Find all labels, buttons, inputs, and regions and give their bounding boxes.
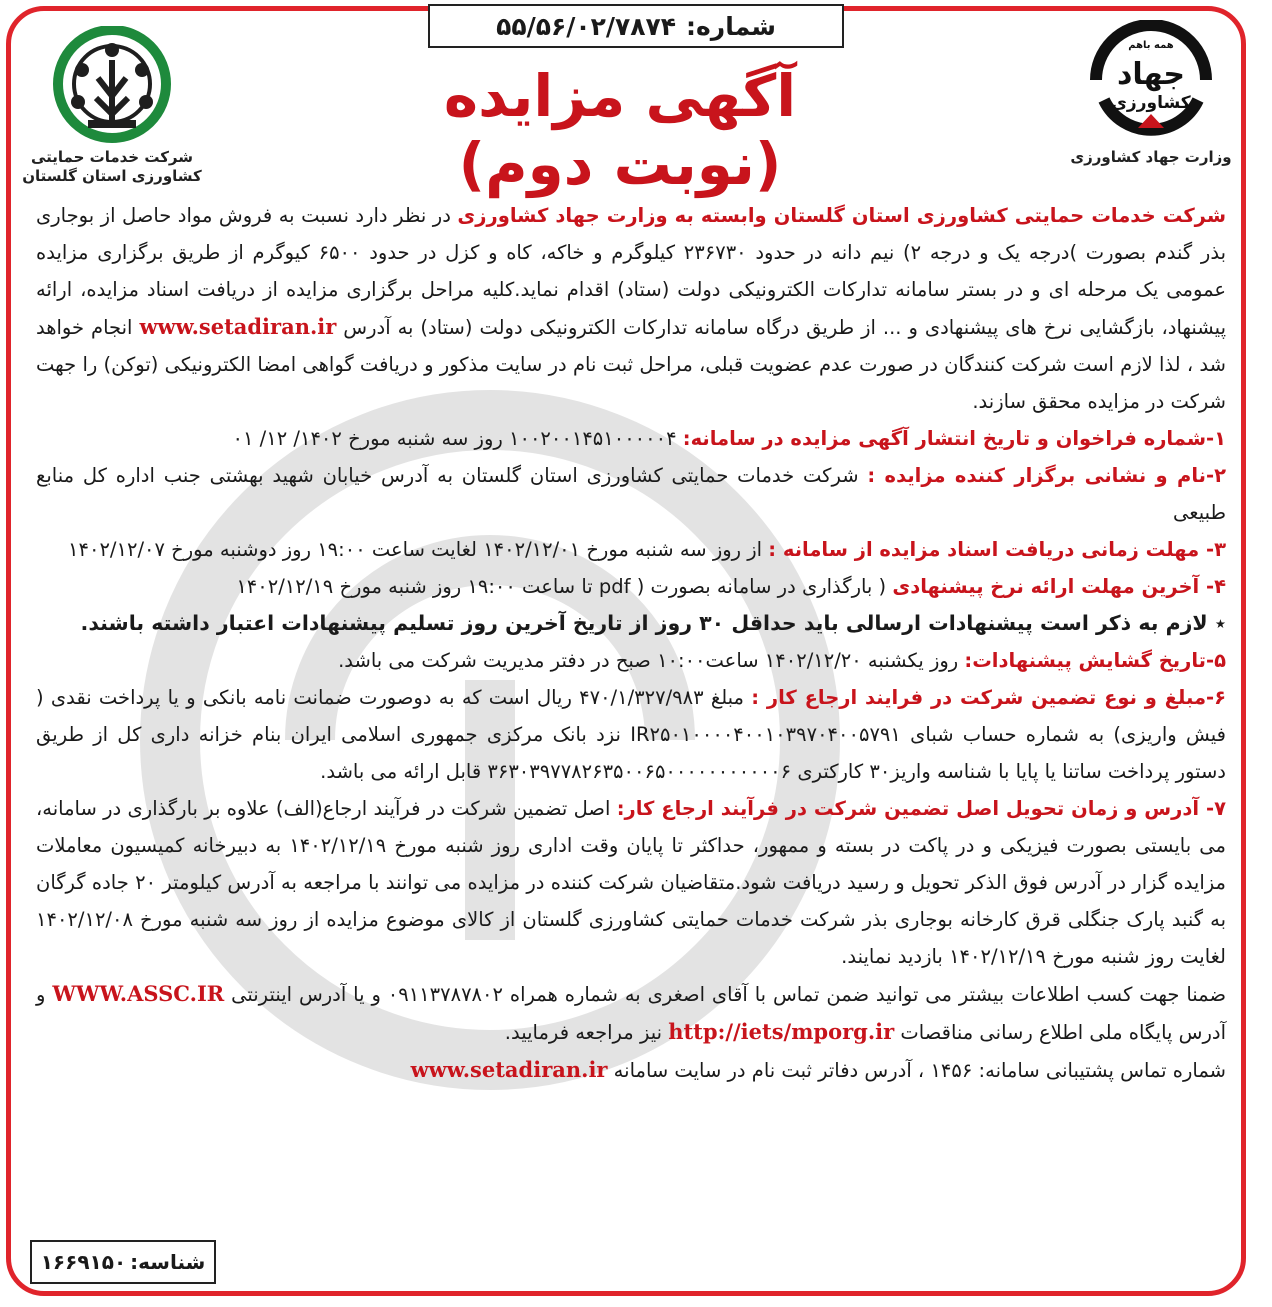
ad-number-label: شماره:	[686, 11, 776, 41]
ministry-logo-sub-text: کشاورزی	[1111, 93, 1191, 113]
item-5-text: روز یکشنبه ۱۴۰۲/۱۲/۲۰ ساعت۱۰:۰۰ صبح در دفتر مدیریت شرکت می باشد.	[338, 649, 965, 672]
ad-number-box	[428, 4, 844, 48]
item-7	[36, 790, 1226, 975]
company-logo	[22, 26, 202, 186]
item-3-label: ۳- مهلت زمانی دریافت اسناد مزایده از سامانه :	[768, 538, 1226, 561]
item-2-label: ۲-نام و نشانی برگزار کننده مزایده :	[867, 464, 1226, 487]
item-4	[36, 568, 1226, 605]
company-logo-caption-2: کشاورزی استان گلستان	[22, 167, 202, 185]
item-2	[36, 457, 1226, 531]
item-5	[36, 642, 1226, 679]
item-4-text: ( بارگذاری در سامانه بصورت ( pdf تا ساعت ۱۹:۰۰ روز شنبه مورخ ۱۴۰۲/۱۲/۱۹	[236, 575, 893, 598]
item-2-text: شرکت خدمات حمایتی کشاورزی استان گلستان به آدرس خیابان شهید بهشتی جنب اداره کل منابع طبیعی	[36, 464, 1226, 524]
ad-body	[36, 197, 1226, 1089]
contact-text-1: ضمنا جهت کسب اطلاعات بیشتر می توانید ضمن تماس با آقای اصغری به شماره همراه ۰۹۱۱۳۷۸۷۸۰۲ و یا آدرس اینترنتی	[224, 983, 1227, 1006]
validity-note: ٭ لازم به ذکر است پیشنهادات ارسالی باید حداقل ۳۰ روز از تاریخ آخرین روز تسلیم پیشنهادات اعتبار داشته باشند.	[80, 611, 1226, 635]
intro-text-2: انجام خواهد شد ، لذا لازم است شرکت کنندگان در صورت عدم عضویت قبلی، مراحل ثبت نام در سایت مذکور و دریافت گواهی امضا الکترونیکی (توکن) را جهت شرکت در مزایده محقق سازند.	[36, 316, 1226, 413]
item-1-label: ۱-شماره فراخوان و تاریخ انتشار آگهی مزایده در سامانه:	[682, 427, 1226, 450]
item-3-text: از روز سه شنبه مورخ ۱۴۰۲/۱۲/۰۱ لغایت ساعت ۱۹:۰۰ روز دوشنبه مورخ ۱۴۰۲/۱۲/۰۷	[68, 538, 769, 561]
intro-paragraph	[36, 197, 1226, 420]
assc-link[interactable]: WWW.ASSC.IR	[52, 981, 225, 1006]
contact-text-2: و آدرس پایگاه ملی اطلاع رسانی مناقصات	[36, 983, 1226, 1044]
ad-number-value: ۵۵/۵۶/۰۲/۷۸۷۴	[496, 11, 677, 41]
contact-text-3: نیز مراجعه فرمایید.	[504, 1021, 669, 1044]
setad-link[interactable]: www.setadiran.ir	[139, 314, 337, 339]
contact-paragraph	[36, 975, 1226, 1051]
iets-link[interactable]: http://iets/mporg.ir	[668, 1019, 895, 1044]
intro-company: شرکت خدمات حمایتی کشاورزی استان گلستان وابسته به وزارت جهاد کشاورزی	[457, 204, 1226, 227]
support-setad-link[interactable]: www.setadiran.ir	[410, 1057, 608, 1082]
ministry-logo	[1056, 20, 1246, 167]
company-logo-caption-1: شرکت خدمات حمایتی	[30, 148, 194, 166]
item-1	[36, 420, 1226, 457]
item-6	[36, 679, 1226, 790]
ad-id-value: ۱۶۶۹۱۵۰	[40, 1250, 127, 1274]
company-logo-icon	[48, 26, 176, 144]
support-paragraph	[36, 1051, 1226, 1089]
ad-id-label: شناسه:	[130, 1250, 206, 1274]
item-6-text: مبلغ ۴۷۰/۱/۳۲۷/۹۸۳ ریال است که به دوصورت ضمانت نامه بانکی و یا پرداخت نقدی ( فیش واریزی) به شماره حساب شبای IR۲۵۰۱۰۰۰۰۴۰۰۱۰۳۹۷۰۴۰۰۵۷۹۱ نزد بانک مرکزی جمهوری اسلامی ایران بنام خزانه داری کل از طریق دستور پرداخت ساتنا یا پایا با شناسه واریز۳۰ کارکتری ۳۶۳۰۳۹۷۷۸۲۶۳۵۰۰۶۵۰۰۰۰۰۰۰۰۰۰۰۶ قابل ارائه می باشد.	[36, 686, 1226, 783]
ministry-logo-small-text: همه باهم	[1128, 40, 1174, 51]
item-1-text: ۱۰۰۲۰۰۱۴۵۱۰۰۰۰۰۴ روز سه شنبه مورخ ۱۴۰۲/ ۱۲/ ۰۱	[232, 427, 683, 450]
item-7-text: اصل تضمین شرکت در فرآیند ارجاع(الف) علاوه بر بارگذاری در سامانه، می بایستی بصورت فیزیکی و در پاکت در بسته و ممهور، حداکثر تا پایان وقت اداری روز شنبه مورخ ۱۴۰۲/۱۲/۱۹ به دبیرخانه کمیسیون معاملات مزایده گزار در آدرس فوق الذکر تحویل و رسید دریافت شود.متقاضیان شرکت کننده در مزایده می توانند با مراجعه به آدرس کیلومتر ۲۰ جاده گرگان به گنبد پارک جنگلی قرق کارخانه بوجاری بذر شرکت خدمات حمایتی کشاورزی گلستان از کالای موضوع مزایده از روز سه شنبه مورخ ۱۴۰۲/۱۲/۰۸ لغایت روز شنبه مورخ ۱۴۰۲/۱۲/۱۹ بازدید نمایند.	[36, 797, 1226, 968]
intro-text-1: در نظر دارد نسبت به فروش مواد حاصل از بوجاری بذر گندم بصورت )درجه یک و درجه ۲) نیم دانه در حدود ۲۳۶۷۳۰ کیلوگرم و خاکه، کاه و کزل در حدود ۶۵۰۰ کیوگرم از طریق برگزاری مزایده عمومی یک مرحله ای و در بستر سامانه تدارکات الکترونیکی دولت (ستاد) اقدام نماید.کلیه مراحل برگزاری مزایده از دریافت اسناد مزایده، ارائه پیشنهاد، بازگشایی نرخ های پیشنهادی و ... از طریق درگاه سامانه تدارکات الکترونیکی دولت (ستاد) به آدرس	[36, 204, 1226, 339]
item-4-label: ۴- آخرین مهلت ارائه نرخ پیشنهادی	[892, 575, 1226, 598]
ministry-logo-icon	[1076, 20, 1226, 144]
ministry-logo-caption: وزارت جهاد کشاورزی	[1070, 148, 1232, 166]
ad-id-box	[30, 1240, 216, 1284]
ministry-logo-main-text: جهاد	[1116, 57, 1186, 92]
item-5-label: ۵-تاریخ گشایش پیشنهادات:	[964, 649, 1226, 672]
item-7-label: ۷- آدرس و زمان تحویل اصل تضمین شرکت در فرآیند ارجاع کار:	[616, 797, 1226, 820]
ad-title: آگهی مزایده (نوبت دوم)	[443, 62, 797, 198]
item-3	[36, 531, 1226, 568]
support-text: شماره تماس پشتیبانی سامانه: ۱۴۵۶ ، آدرس دفاتر ثبت نام در سایت سامانه	[607, 1059, 1226, 1082]
item-6-label: ۶-مبلغ و نوع تضمین شرکت در فرایند ارجاع کار :	[751, 686, 1227, 709]
